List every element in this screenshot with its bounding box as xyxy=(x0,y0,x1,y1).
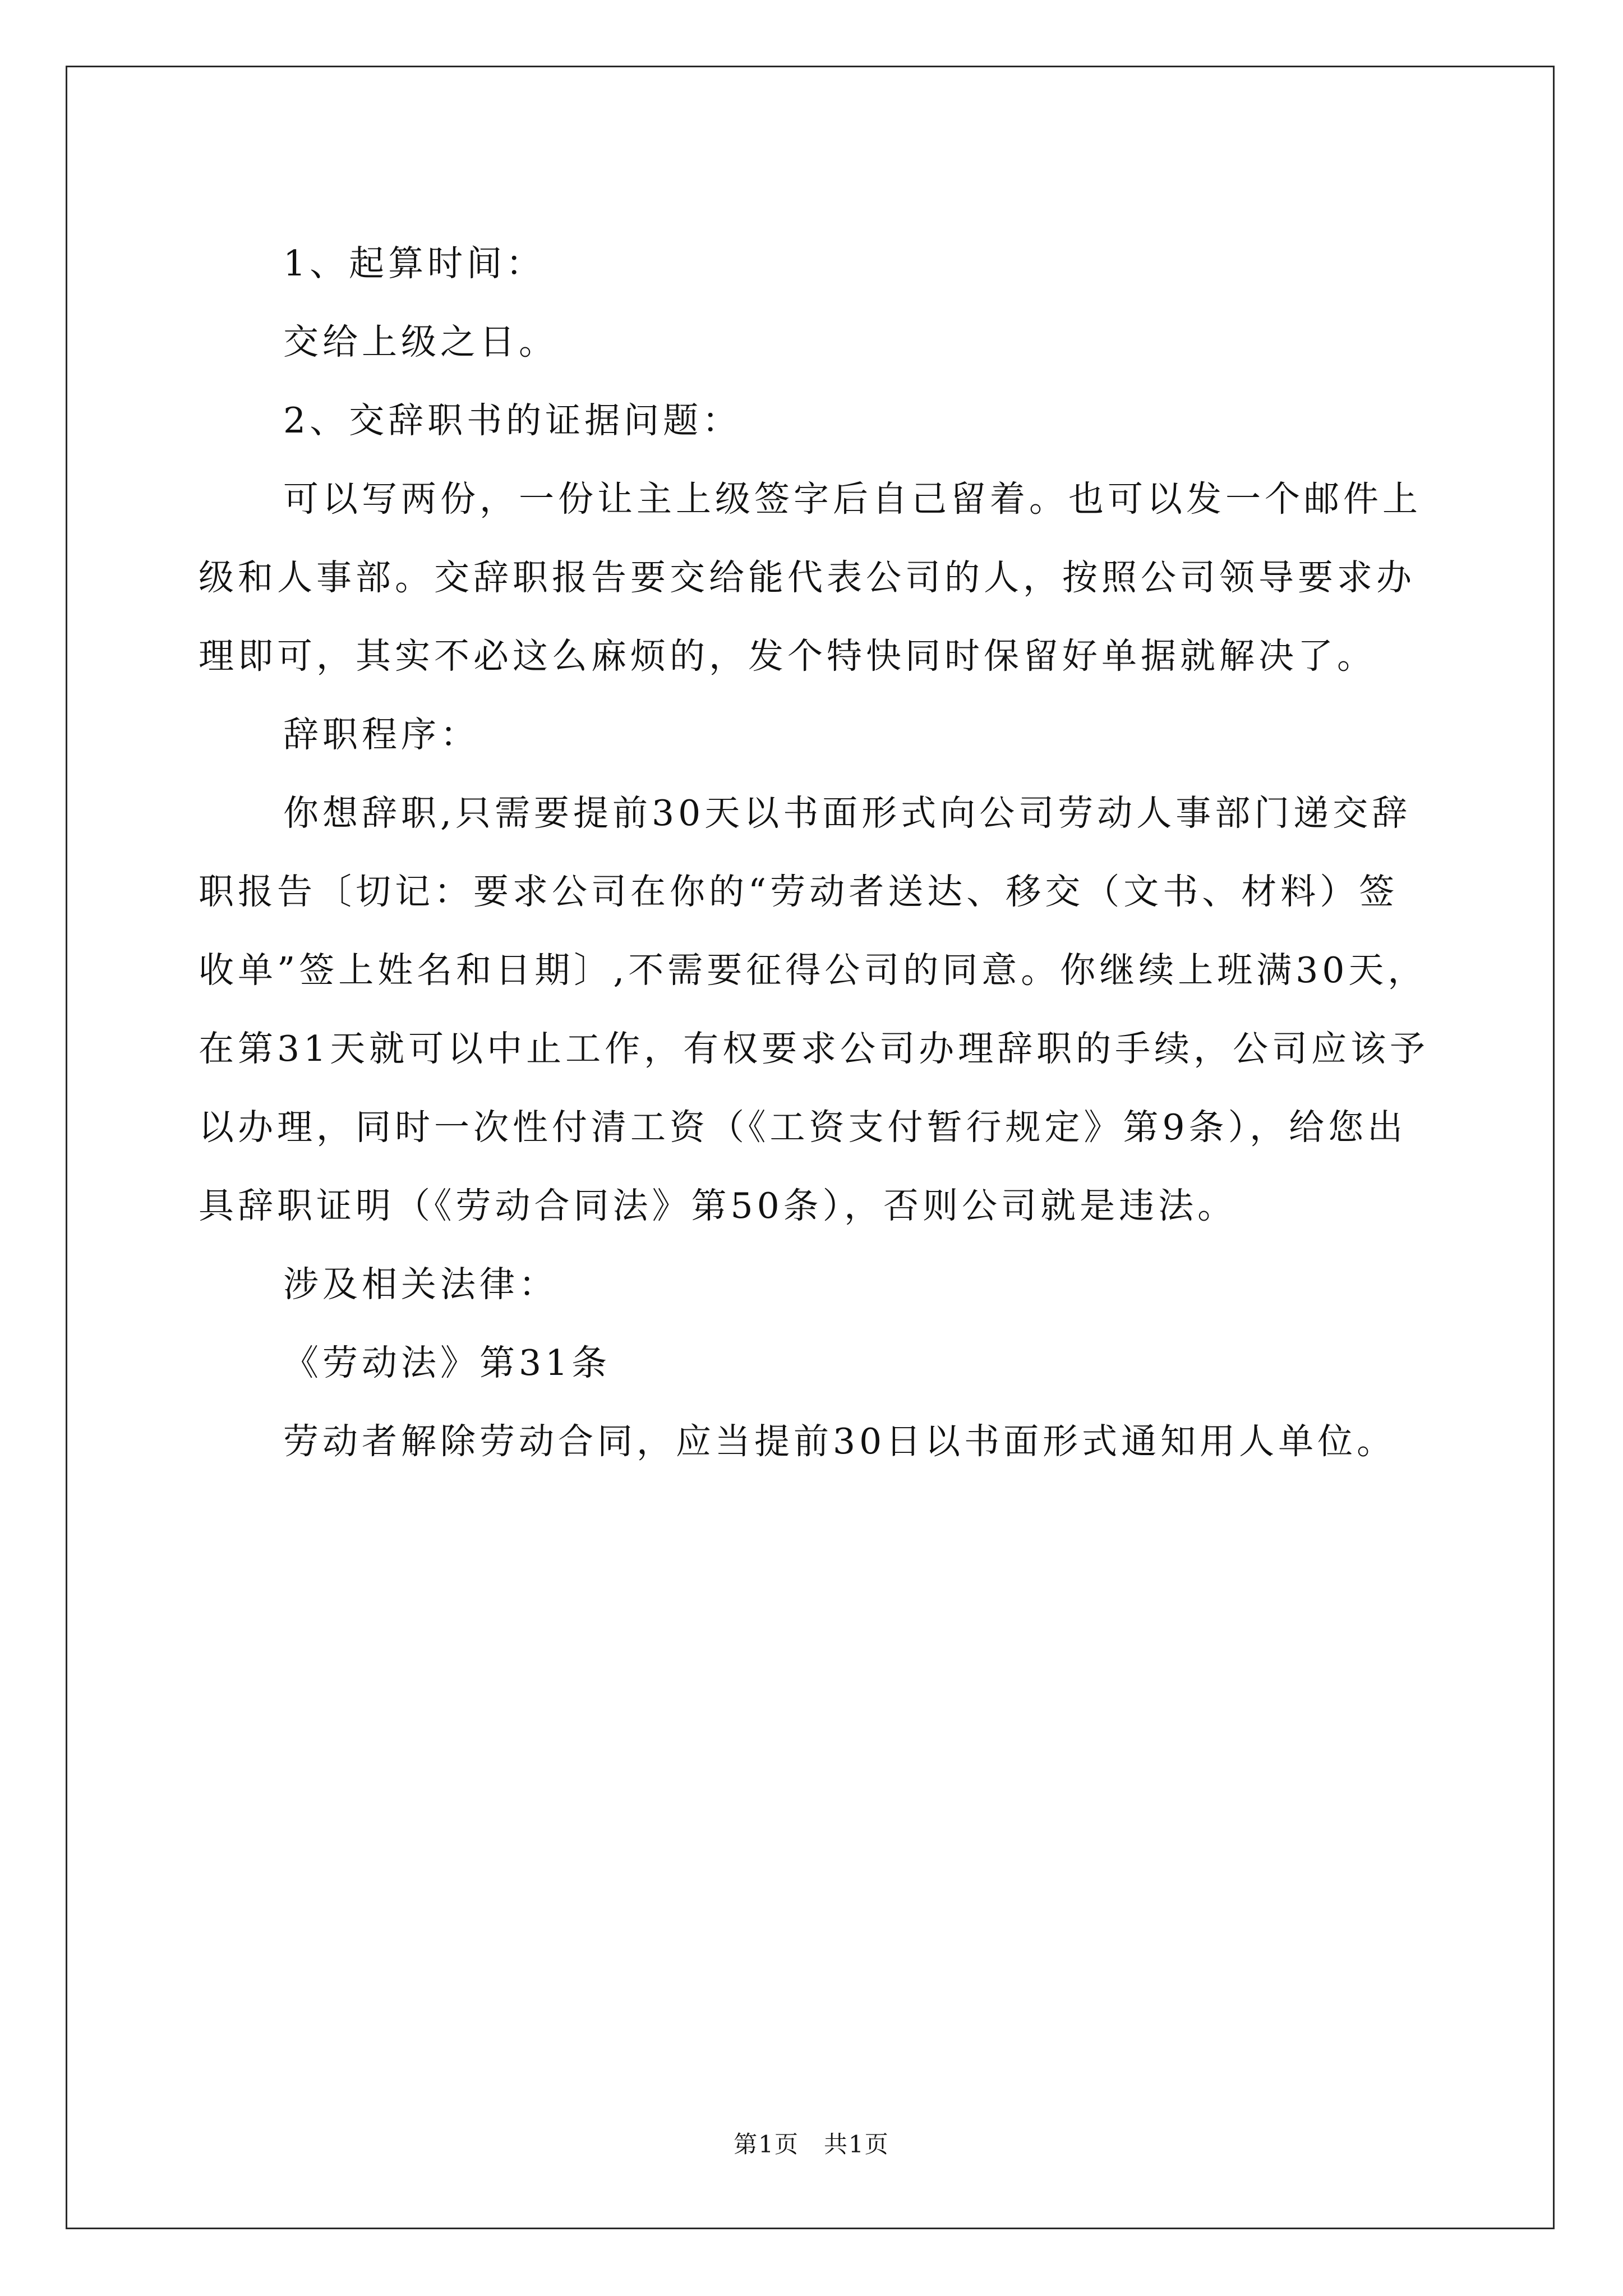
paragraph-start-time-answer: 交给上级之日。 xyxy=(283,321,558,362)
paragraph-law-article: 《劳动法》第31条 xyxy=(283,1342,611,1383)
document-body xyxy=(199,224,1432,1481)
paragraph-start-time-heading: 1、起算时间： xyxy=(283,243,546,284)
paragraph-procedure-heading: 辞职程序： xyxy=(283,714,479,755)
paragraph-law-text: 劳动者解除劳动合同，应当提前30日以书面形式通知用人单位。 xyxy=(283,1421,1396,1462)
paragraph-law-heading: 涉及相关法律： xyxy=(283,1264,558,1305)
paragraph-evidence-heading: 2、交辞职书的证据问题： xyxy=(283,400,742,441)
paragraph-procedure-body: 你想辞职,只需要提前30天以书面形式向公司劳动人事部门递交辞职报告〔切记：要求公司在你的“劳动者送达、移交（文书、材料）签收单”签上姓名和日期〕,不需要征得公司的同意。你继续上班满30天，在第31天就可以中止工作，有权要求公司办理辞职的手续，公司应该予以办理，同时一次性付清工资（《工资支付暂行规定》第9条），给您出具辞职证明（《劳动合同法》第50条），否则公司就是违法。 xyxy=(199,793,1430,1226)
paragraph-evidence-body: 可以写两份，一份让主上级签字后自己留着。也可以发一个邮件上级和人事部。交辞职报告要交给能代表公司的人，按照公司领导要求办理即可，其实不必这么麻烦的，发个特快同时保留好单据就解决了。 xyxy=(199,478,1422,677)
page-number-footer: 第1页 共1页 xyxy=(734,2131,889,2158)
